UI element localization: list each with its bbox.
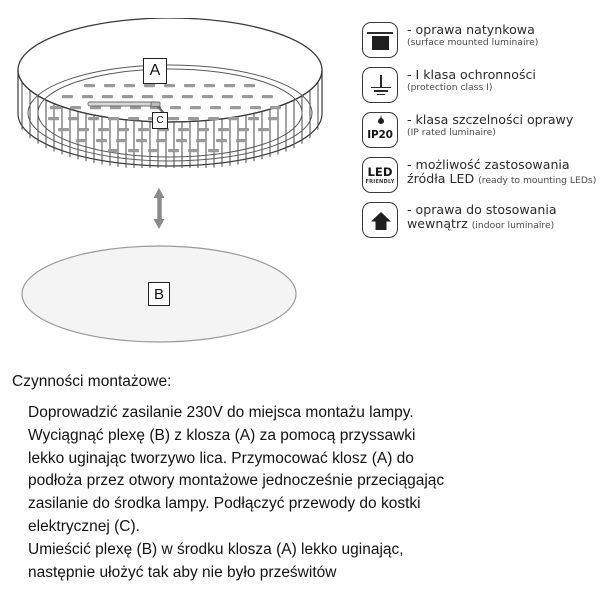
ground-bar-2 — [374, 90, 388, 92]
lamp-housing-drawing — [0, 18, 340, 198]
installation-instructions — [0, 372, 600, 584]
ground-bar-3 — [377, 94, 385, 96]
legend-label-pl: - I klasa ochronności — [407, 67, 536, 82]
legend-label-pl-line1: - możliwość zastosowania — [407, 157, 570, 172]
instruction-line: podłoża przez otwory montażowe jednocześnie przeciągając — [28, 472, 445, 490]
legend-label-pl: - klasa szczelności oprawy — [407, 112, 574, 127]
instruction-line: lekko uginając tworzywo lica. Przymocować klosz (A) do — [28, 449, 414, 467]
house-glyph — [370, 210, 392, 232]
legend-label-pl-line2 — [407, 217, 557, 231]
instruction-line: elektrycznej (C). — [28, 518, 140, 536]
legend-text-indoor — [407, 202, 557, 232]
legend-pl-part: źródła LED — [407, 171, 479, 187]
legend-text-protection-class — [407, 67, 536, 94]
friendly-text: FRIENDLY — [365, 179, 395, 185]
legend-item-led-friendly — [362, 157, 600, 195]
instruction-line: następnie ułożyć tak aby nie było prześwitów — [28, 563, 337, 581]
ceiling-line — [367, 32, 393, 34]
double-headed-vertical-arrow-icon — [154, 188, 165, 229]
ip-rating-value: IP20 — [367, 129, 393, 141]
instruction-line: Wyciągnąć plexę (B) z klosza (A) za pomocą przyssawki — [28, 426, 416, 444]
earth-ground-icon — [362, 67, 398, 103]
label-b-diffuser: B — [148, 282, 170, 306]
legend-text-surface-mounted — [407, 22, 538, 49]
label-c-terminal: C — [152, 112, 168, 129]
diffuser-plate-drawing — [0, 182, 340, 347]
legend-item-surface-mounted — [362, 22, 600, 60]
ground-bar-1 — [371, 87, 391, 89]
instructions-heading: Czynności montażowe: — [12, 373, 172, 390]
indoor-house-icon — [362, 202, 398, 238]
instruction-line: Umieścić plexę (B) w środku klosza (A) lekko uginając, — [28, 540, 404, 558]
legend-text-led-friendly — [407, 157, 596, 187]
instructions-body — [28, 402, 600, 584]
led-friendly-icon — [362, 157, 398, 193]
terminal-block — [151, 102, 160, 107]
legend-label-pl: - oprawa natynkowa — [407, 22, 535, 37]
legend-label-en: (ready to mounting LEDs) — [478, 175, 597, 187]
water-droplet-icon — [378, 118, 384, 124]
assembly-diagram — [0, 0, 340, 365]
symbol-legend — [362, 22, 600, 247]
legend-label-pl-line1: - oprawa do stosowania — [407, 202, 557, 217]
ip-rating-droplet-icon — [362, 112, 398, 148]
luminaire-body — [372, 36, 389, 50]
legend-item-protection-class — [362, 67, 600, 105]
legend-item-ip-rating — [362, 112, 600, 150]
instruction-line: zasilanie do środka lampy. Podłączyć przewody do kostki — [28, 495, 421, 513]
legend-pl-part: wewnątrz — [407, 216, 472, 232]
legend-item-indoor — [362, 202, 600, 240]
ground-stem — [380, 75, 382, 87]
legend-label-en: (indoor luminaire) — [471, 220, 555, 232]
legend-label-pl-line2 — [407, 172, 596, 186]
legend-label-en: (surface mounted luminaire) — [407, 37, 539, 49]
legend-label-en: (protection class I) — [407, 82, 493, 94]
instruction-line: Doprowadzić zasilanie 230V do miejsca montażu lampy. — [28, 404, 414, 422]
legend-label-en: (IP rated luminaire) — [407, 127, 496, 139]
surface-mounted-luminaire-icon — [362, 22, 398, 58]
legend-text-ip-rating — [407, 112, 573, 139]
led-text: LED — [367, 165, 393, 179]
label-a-housing: A — [143, 58, 167, 84]
